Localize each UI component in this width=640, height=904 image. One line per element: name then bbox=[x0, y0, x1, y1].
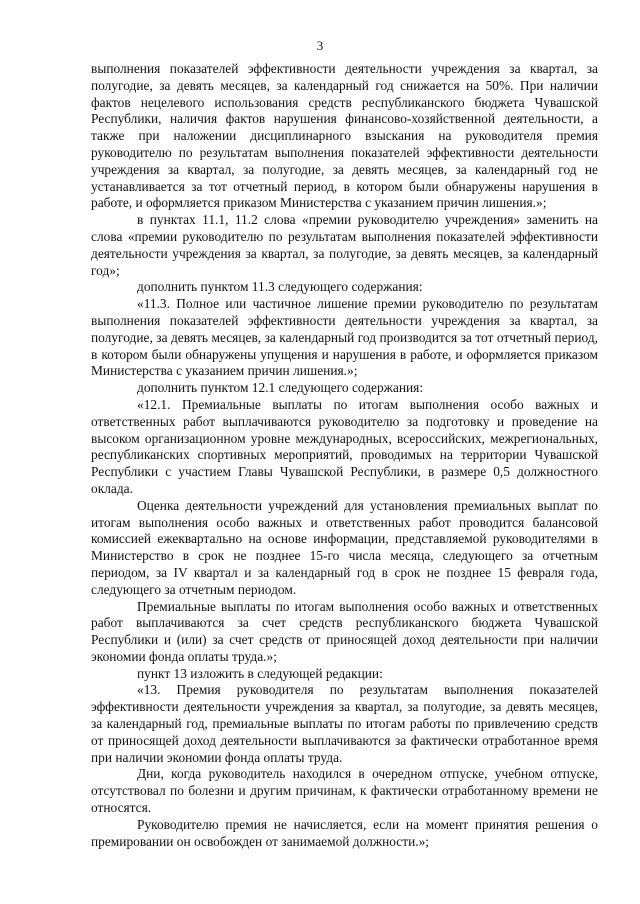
paragraph-clause-12-1: «12.1. Премиальные выплаты по итогам выполнения особо важных и ответственных работ выплачиваются руководителю за подготовку и проведение на высоком организационном уровне международных, всероссийских, межрегиональных, республиканских спортивных мероприятий, проводимых на территории Чувашской Республики с участием Главы Чувашской Республики, в размере 0,5 должностного оклада. bbox=[91, 396, 598, 496]
paragraph-add-11-3-intro: дополнить пунктом 11.3 следующего содержания: bbox=[137, 279, 423, 295]
paragraph-no-bonus: Руководителю премия не начисляется, если на момент принятия решения о премировании он освобожден от занимаемой должности.»; bbox=[91, 816, 598, 849]
paragraph-bonus-funding: Премиальные выплаты по итогам выполнения особо важных и ответственных работ выплачиваются за счет средств республиканского бюджета Чувашской Республики и (или) за счет средств от приносящей доход деятельности при наличии экономии фонда оплаты труда.»; bbox=[91, 598, 598, 664]
paragraph-clause-13-intro: пункт 13 изложить в следующей редакции: bbox=[137, 665, 383, 681]
document-body bbox=[91, 61, 598, 850]
paragraph-amend-11-1-11-2: в пунктах 11.1, 11.2 слова «премии руководителю учреждения» заменить на слова «премии руководителю по результатам выполнения показателей эффективности деятельности учреждения за квартал, за полугодие, за девять месяцев, за календарный год»; bbox=[91, 212, 598, 278]
paragraph-clause-11-3: «11.3. Полное или частичное лишение премии руководителю по результатам выполнения показателей эффективности деятельности учреждения за квартал, за полугодие, за девять месяцев, за календарный год производится за тот отчетный период, в котором были обнаружены упущения и нарушения в работе, и оформляется приказом Министерства с указанием причин лишения.»; bbox=[91, 296, 598, 379]
paragraph-add-12-1-intro: дополнить пунктом 12.1 следующего содержания: bbox=[137, 380, 424, 396]
paragraph-continuation: выполнения показателей эффективности деятельности учреждения за квартал, за полугодие, за девять месяцев, за календарный год снижается на 50%. При наличии фактов нецелевого использования средств республиканского бюджета Чувашской Республики, наличия фактов нарушения финансово-хозяйственной деятельности, а также при наложении дисциплинарного взыскания на руководителя премия руководителю по результатам выполнения показателей эффективности деятельности учреждения за квартал, за полугодие, за девять месяцев, за календарный год не устанавливается за тот отчетный период, в котором были обнаружены нарушения в работе, и оформляется приказом Министерства с указанием причин лишения.»; bbox=[91, 61, 598, 211]
paragraph-evaluation: Оценка деятельности учреждений для установления премиальных выплат по итогам выполнения особо важных и ответственных работ проводится балансовой комиссией ежеквартально на основе информации, представляемой руководителями в Министерство в срок не позднее 15-го числа месяца, следующего за отчетным периодом, за IV квартал и за календарный год в срок не позднее 15 февраля года, следующего за отчетным периодом. bbox=[91, 497, 598, 597]
paragraph-clause-13: «13. Премия руководителя по результатам выполнения показателей эффективности деятельности учреждения за квартал, за полугодие, за девять месяцев, за календарный год, премиальные выплаты по итогам работы по привлечению средств от приносящей доход деятельности выплачиваются за фактически отработанное время при наличии экономии фонда оплаты труда. bbox=[91, 682, 598, 765]
paragraph-leave-days: Дни, когда руководитель находился в очередном отпуске, учебном отпуске, отсутствовал по болезни и другим причинам, к фактически отработанному времени не относятся. bbox=[91, 766, 598, 816]
page-number: 3 bbox=[316, 38, 324, 53]
